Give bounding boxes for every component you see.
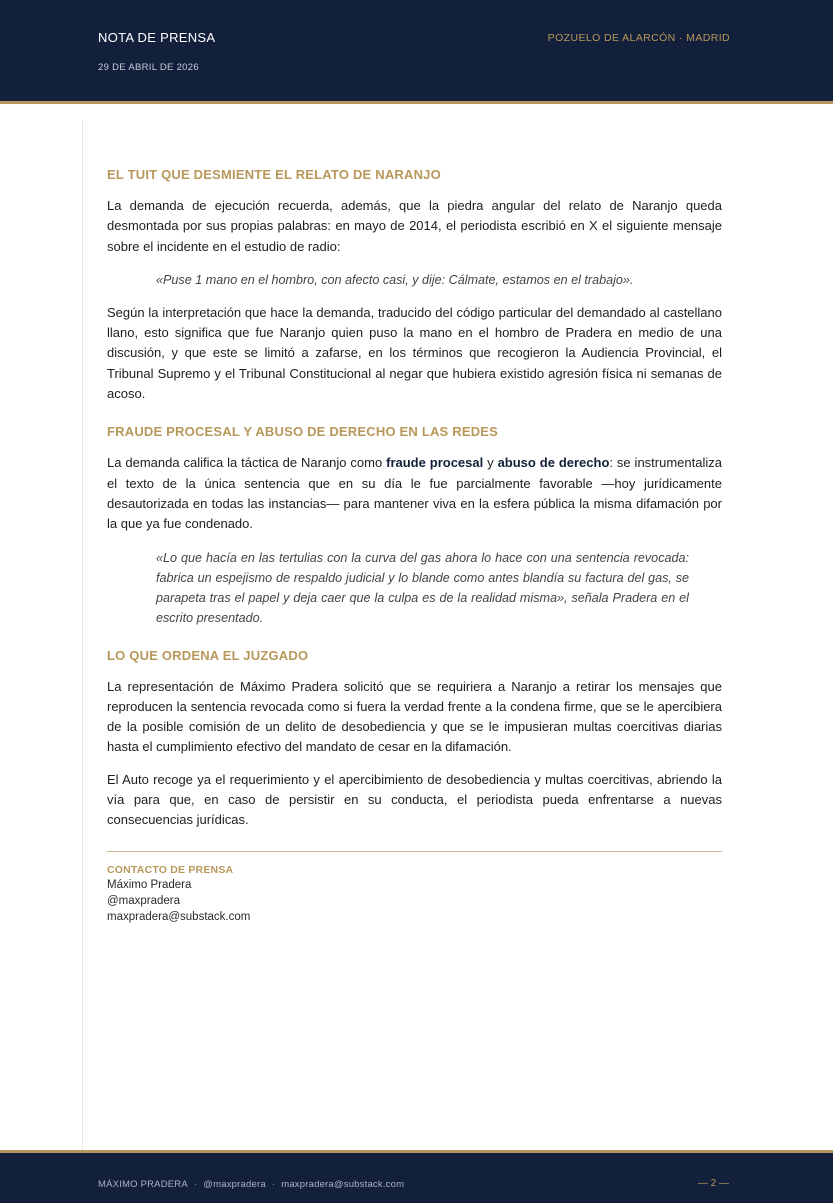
contact-handle[interactable]: @maxpradera bbox=[107, 895, 181, 907]
release-date: 29 DE ABRIL DE 2026 bbox=[98, 62, 199, 73]
release-location: POZUELO DE ALARCÓN · MADRID bbox=[547, 32, 730, 44]
press-release-body bbox=[107, 166, 722, 852]
text-run: : se instrumentaliza el texto de la única sentencia que en su día le fue parcialmente favorable —hoy jurídicamente desautorizada en todas las instancias— para mantener viva en la esfera pública la misma difamación por la que ya fue condenado. bbox=[107, 455, 722, 532]
quote-tweet: «Puse 1 mano en el hombro, con afecto casi, y dije: Cálmate, estamos en el trabajo». bbox=[156, 272, 634, 287]
footer-credits bbox=[98, 1179, 404, 1190]
text-run: y bbox=[483, 455, 498, 471]
paragraph: El Auto recoge ya el requerimiento y el apercibimiento de desobediencia y multas coercitivas, abriendo la vía para que, en caso de persistir en su conducta, el periodista pueda enfrentarse a nuevas consecuencias jurídicas. bbox=[107, 771, 722, 828]
paragraph bbox=[107, 453, 722, 534]
section-heading-tweet: EL TUIT QUE DESMIENTE EL RELATO DE NARANJO bbox=[107, 167, 441, 182]
paragraph: La demanda de ejecución recuerda, además, que la piedra angular del relato de Naranjo queda desmontada por sus propias palabras: en mayo de 2014, el periodista escribió en X el siguiente mensaje sobre el incidente en el estudio de radio: bbox=[107, 198, 722, 254]
document-type-title: NOTA DE PRENSA bbox=[98, 30, 216, 45]
footer-name: MÁXIMO PRADERA bbox=[98, 1179, 188, 1190]
footer-separator: · bbox=[271, 1179, 276, 1190]
section-divider bbox=[107, 851, 722, 852]
margin-rule bbox=[82, 120, 83, 1152]
paragraph: La representación de Máximo Pradera solicitó que se requiriera a Naranjo a retirar los mensajes que reproducen la sentencia revocada como si fuera la verdad frente a la condena firme, que se le apercibiera de la posible comisión de un delito de desobediencia y que se le impusieran multas coercitivas diarias hasta el cumplimiento efectivo del mandato de cesar en la difamación. bbox=[107, 678, 722, 755]
footer-separator: · bbox=[193, 1179, 198, 1190]
contact-email[interactable]: maxpradera@substack.com bbox=[107, 911, 251, 923]
footer-handle[interactable]: @maxpradera bbox=[203, 1179, 266, 1190]
text-run: La demanda califica la táctica de Naranjo como bbox=[107, 455, 387, 471]
bold-term-abuso-de-derecho: abuso de derecho bbox=[497, 455, 610, 471]
contact-name: Máximo Pradera bbox=[107, 879, 192, 891]
section-heading-fraud: FRAUDE PROCESAL Y ABUSO DE DERECHO EN LAS REDES bbox=[107, 424, 499, 440]
contact-title: CONTACTO DE PRENSA bbox=[107, 864, 234, 876]
section-heading-court-order: LO QUE ORDENA EL JUZGADO bbox=[107, 647, 309, 663]
page-number: — 2 — bbox=[697, 1178, 729, 1189]
footer-email[interactable]: maxpradera@substack.com bbox=[281, 1179, 405, 1190]
paragraph: Según la interpretación que hace la demanda, traducido del código particular del demandado al castellano llano, esto significa que fue Naranjo quien puso la mano en el hombro de Pradera en medio de una discusión, y que este se limitó a zafarse, en los términos que recogieron la Audiencia Provincial, el Tribunal Supremo y el Tribunal Constitucional al negar que hubiera existido agresión física ni semanas de acoso. bbox=[107, 304, 722, 402]
page-footer bbox=[0, 1150, 833, 1203]
page-header bbox=[0, 0, 833, 104]
bold-term-fraude-procesal: fraude procesal bbox=[386, 455, 484, 471]
press-contact bbox=[107, 863, 250, 925]
quote-pradera: «Lo que hacía en las tertulias con la curva del gas ahora lo hace con una sentencia revocada: fabrica un espejismo de respaldo judicial y lo blande como antes blandía su factura del gas, se parapeta tras el papel y deja caer que la culpa es de la realidad misma», señala Pradera en el escrito presentado. bbox=[156, 550, 689, 625]
